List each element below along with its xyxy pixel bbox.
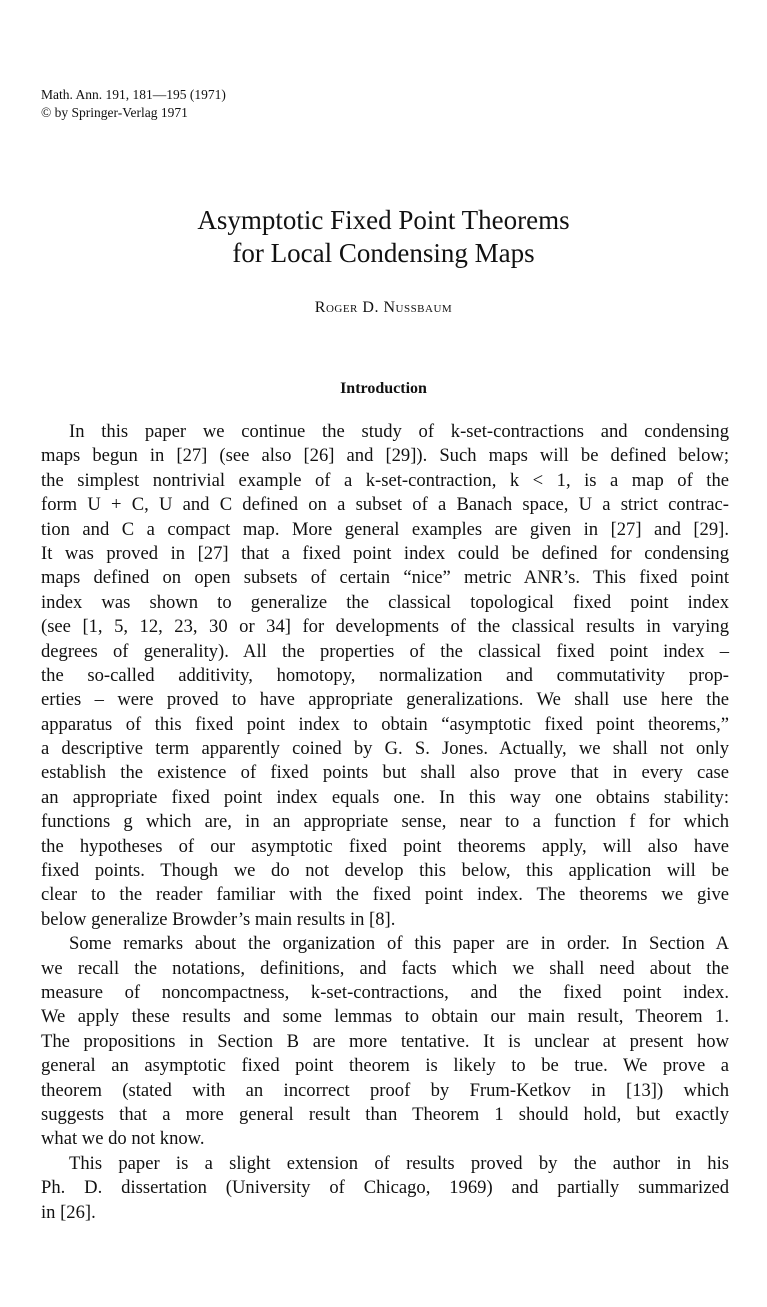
section-heading: Introduction	[340, 380, 427, 397]
paragraph-line: the so-called additivity, homotopy, normalization and commutativity prop-	[41, 664, 729, 686]
paragraph-line: the hypotheses of our asymptotic fixed point theorems apply, will also have	[41, 835, 729, 857]
paragraph-line: suggests that a more general result than Theorem 1 should hold, but exactly	[41, 1103, 729, 1125]
paragraph-line: a descriptive term apparently coined by G. S. Jones. Actually, we shall not only	[41, 738, 729, 760]
paragraph-line: fixed points. Though we do not develop this below, this application will be	[41, 860, 729, 882]
author-name: Roger D. Nussbaum	[314, 299, 453, 316]
title-line-1: Asymptotic Fixed Point Theorems	[197, 205, 570, 235]
paragraph-line: It was proved in [27] that a fixed point index could be defined for condensing	[41, 542, 729, 564]
paragraph-line: below generalize Browder’s main results in [8].	[41, 908, 396, 930]
paragraph-line: maps begun in [27] (see also [26] and [29]). Such maps will be defined below;	[41, 445, 729, 467]
paragraph-line: (see [1, 5, 12, 23, 30 or 34] for developments of the classical results in varying	[41, 616, 729, 638]
paragraph	[41, 420, 729, 932]
paragraph-line: degrees of generality). All the properties of the classical fixed point index –	[41, 640, 729, 662]
paper-title	[0, 204, 767, 270]
paragraph-line: index was shown to generalize the classical topological fixed point index	[41, 591, 729, 613]
paragraph-line: theorem (stated with an incorrect proof by Frum-Ketkov in [13]) which	[41, 1079, 729, 1101]
paragraph-line: an appropriate fixed point index equals one. In this way one obtains stability:	[41, 786, 729, 808]
paragraph-line: We apply these results and some lemmas to obtain our main result, Theorem 1.	[41, 1006, 729, 1028]
body-text	[41, 420, 729, 1225]
paragraph-line: Some remarks about the organization of this paper are in order. In Section A	[69, 933, 729, 955]
paragraph-line: The propositions in Section B are more tentative. It is unclear at present how	[41, 1030, 729, 1052]
paragraph-line: erties – were proved to have appropriate generalizations. We shall use here the	[41, 689, 729, 711]
paragraph-line: what we do not know.	[41, 1128, 205, 1150]
paragraph-line: apparatus of this fixed point index to obtain “asymptotic fixed point theorems,”	[41, 713, 729, 735]
copyright-line: © by Springer-Verlag 1971	[41, 105, 188, 120]
paragraph-line: tion and C a compact map. More general examples are given in [27] and [29].	[41, 518, 729, 540]
paragraph-line: functions g which are, in an appropriate sense, near to a function f for which	[41, 811, 729, 833]
paragraph-line: clear to the reader familiar with the fixed point index. The theorems we give	[41, 884, 729, 906]
paragraph-line: In this paper we continue the study of k-set-contractions and condensing	[69, 421, 729, 442]
paragraph-line: general an asymptotic fixed point theorem is likely to be true. We prove a	[41, 1055, 729, 1077]
paragraph-line: establish the existence of fixed points but shall also prove that in every case	[41, 762, 729, 784]
paragraph-line: maps defined on open subsets of certain “nice” metric ANR’s. This fixed point	[41, 567, 729, 589]
paragraph	[41, 932, 729, 1152]
paragraph-line: This paper is a slight extension of results proved by the author in his	[69, 1152, 729, 1174]
title-line-2: for Local Condensing Maps	[232, 238, 535, 268]
paragraph-line: measure of noncompactness, k-set-contractions, and the fixed point index.	[41, 981, 729, 1003]
paragraph-line: form U + C, U and C defined on a subset of a Banach space, U a strict contrac-	[41, 494, 729, 516]
journal-line: Math. Ann. 191, 181—195 (1971)	[41, 87, 226, 102]
paragraph-line: in [26].	[41, 1201, 96, 1223]
paragraph-line: we recall the notations, definitions, and facts which we shall need about the	[41, 957, 729, 979]
paragraph-line: the simplest nontrivial example of a k-set-contraction, k < 1, is a map of the	[41, 469, 729, 491]
paragraph-line: Ph. D. dissertation (University of Chicago, 1969) and partially summarized	[41, 1177, 729, 1199]
journal-citation	[41, 86, 226, 122]
paragraph	[41, 1152, 729, 1225]
